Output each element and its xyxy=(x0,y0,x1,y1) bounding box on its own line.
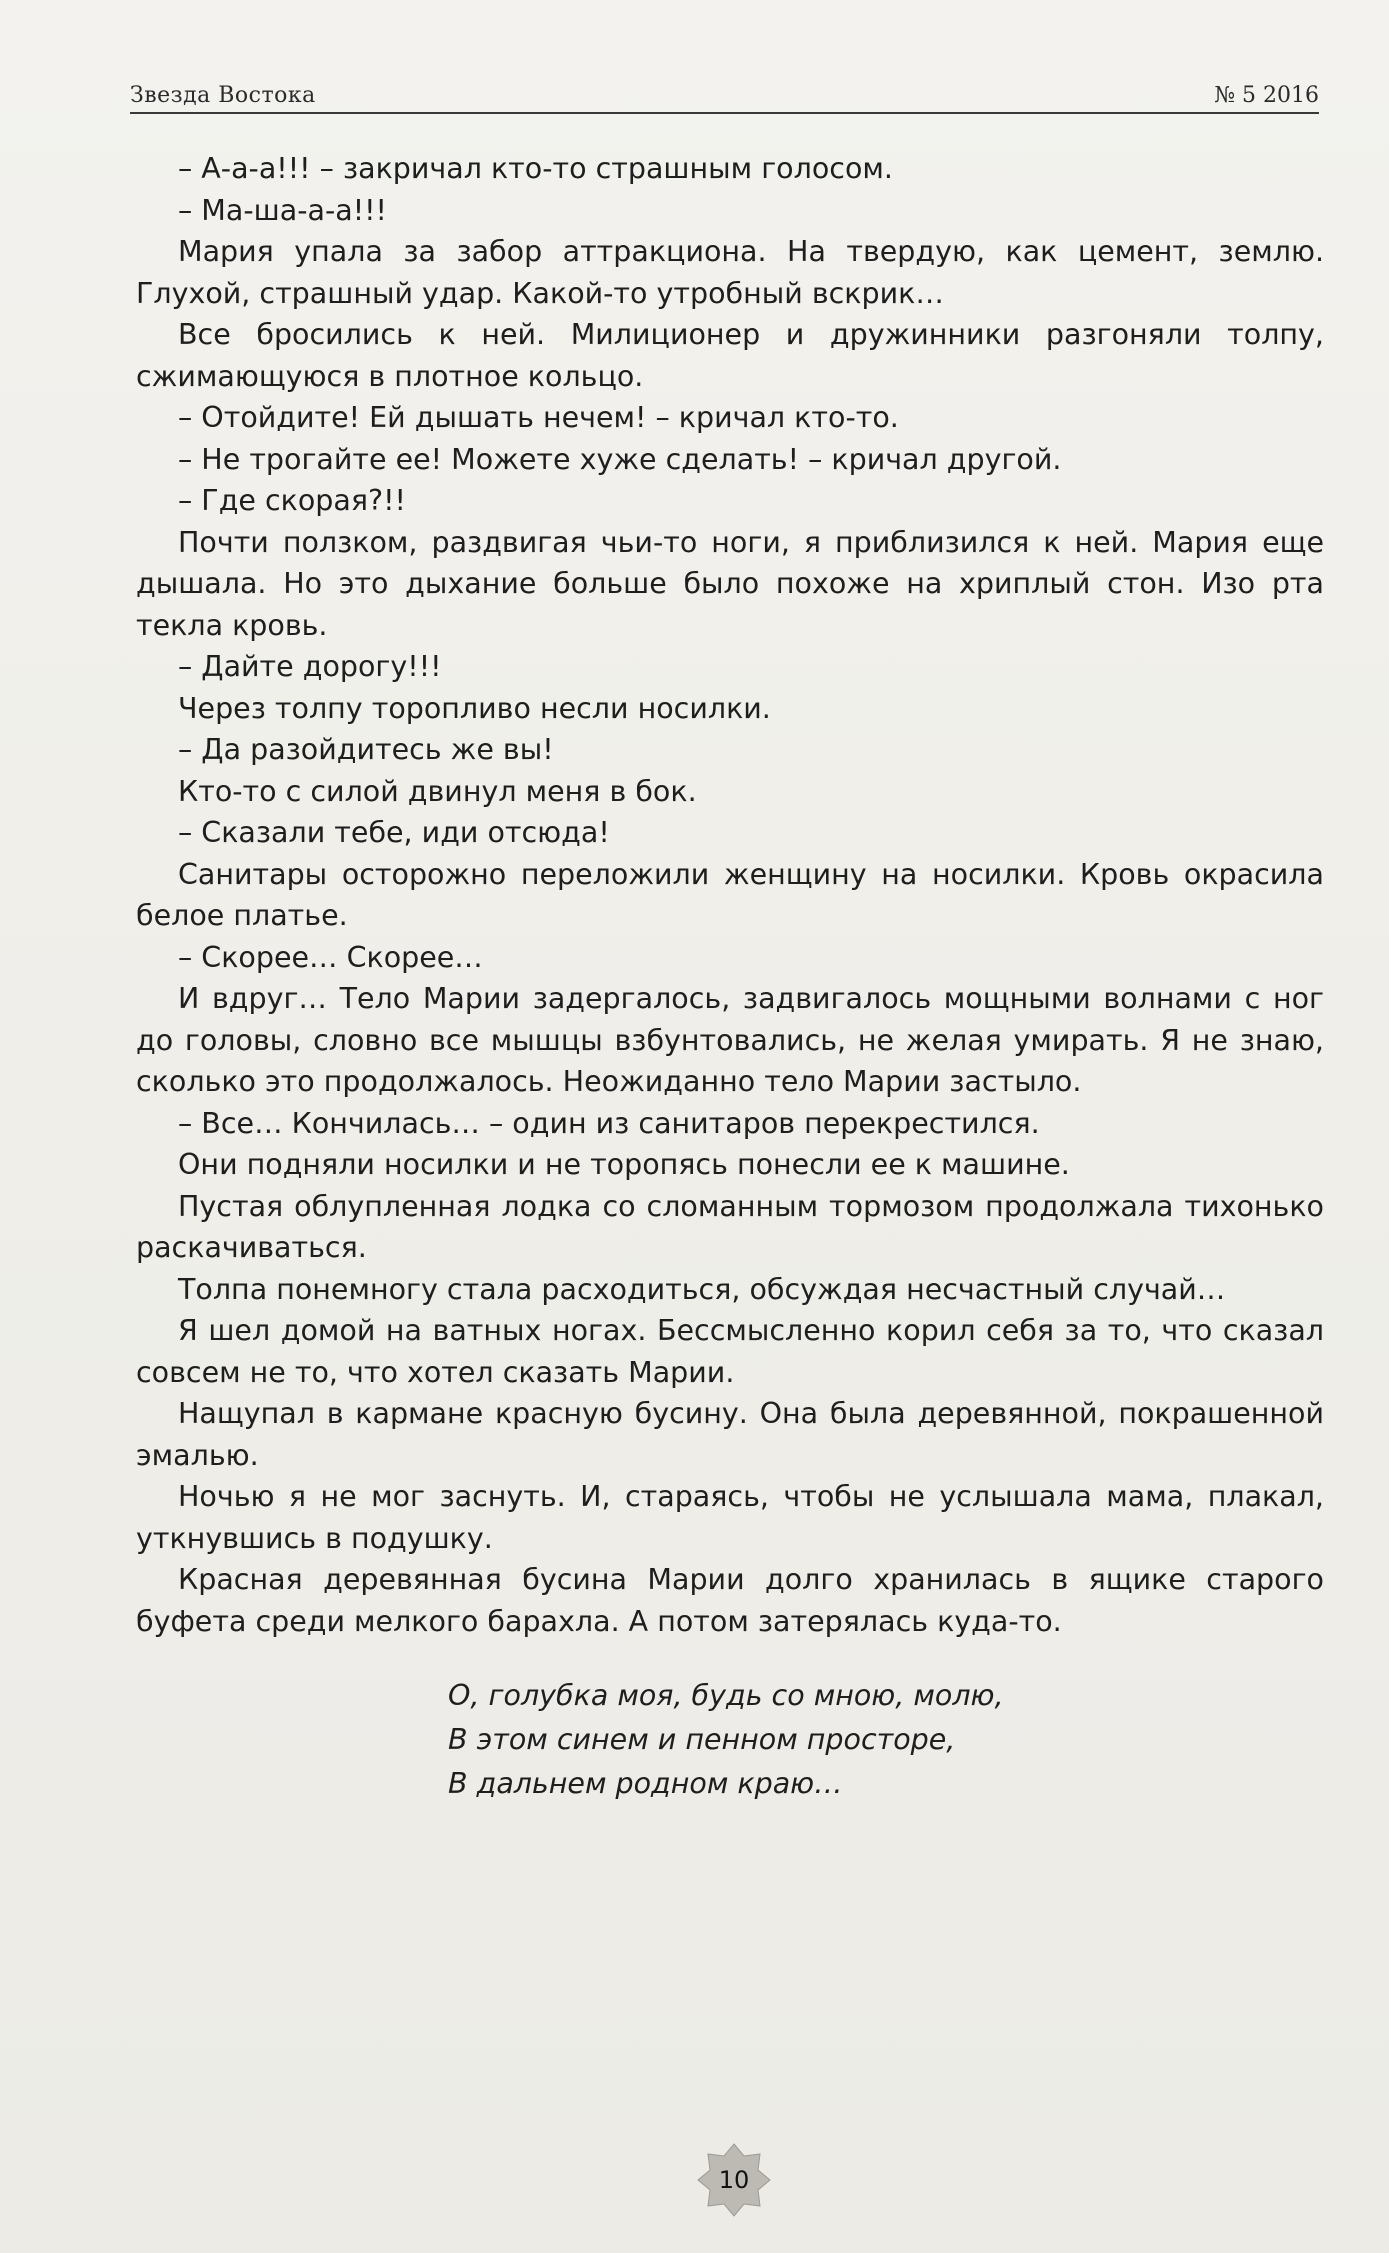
poem-stanza xyxy=(448,1674,1004,1806)
paragraph: Толпа понемногу стала расходиться, обсуждая несчастный случай… xyxy=(178,1272,1226,1306)
paragraph: Ночью я не мог заснуть. И, стараясь, чтобы не услышала мама, плакал, уткнувшись в подушку. xyxy=(136,1480,1324,1555)
poem-line: О, голубка моя, будь со мною, молю, xyxy=(448,1679,1004,1712)
paragraph: Кто-то с силой двинул меня в бок. xyxy=(178,774,697,808)
paragraph: Нащупал в кармане красную бусину. Она была деревянной, покрашенной эмалью. xyxy=(136,1397,1324,1472)
paragraph: Красная деревянная бусина Марии долго хранилась в ящике старого буфета среди мелкого барахла. А потом затерялась куда-то. xyxy=(136,1563,1324,1638)
paragraph: И вдруг… Тело Марии задергалось, задвигалось мощными волнами с ног до головы, словно все мышцы взбунтовались, не желая умирать. Я не знаю, сколько это продолжалось. Неожиданно тело Марии застыло. xyxy=(136,982,1324,1098)
paragraph: – Где скорая?!! xyxy=(178,484,406,517)
paragraph: Почти ползком, раздвигая чьи-то ноги, я приблизился к ней. Мария еще дышала. Но это дыхание больше было похоже на хриплый стон. Изо рта текла кровь. xyxy=(136,525,1324,642)
poem-line: В дальнем родном краю… xyxy=(448,1767,843,1800)
paragraph: – Дайте дорогу!!! xyxy=(178,650,442,683)
poem-line: В этом синем и пенном просторе, xyxy=(448,1723,956,1756)
page-number-badge xyxy=(694,2140,774,2220)
article-body xyxy=(136,148,1324,1642)
journal-title: Звезда Востока xyxy=(130,83,316,108)
paragraph: – Отойдите! Ей дышать нечем! – кричал кто-то. xyxy=(178,401,899,434)
paragraph: – А-а-а!!! – закричал кто-то страшным голосом. xyxy=(178,152,893,185)
paragraph: Санитары осторожно переложили женщину на носилки. Кровь окрасила белое платье. xyxy=(136,857,1324,932)
paragraph: – Ма-ша-а-а!!! xyxy=(178,193,387,227)
paragraph: – Сказали тебе, иди отсюда! xyxy=(178,816,610,849)
page-number: 10 xyxy=(718,2166,750,2194)
paragraph: Через толпу торопливо несли носилки. xyxy=(178,691,771,725)
paragraph: Я шел домой на ватных ногах. Бессмысленно корил себя за то, что сказал совсем не то, что хотел сказать Марии. xyxy=(136,1314,1324,1389)
paragraph: – Да разойдитесь же вы! xyxy=(178,733,554,766)
page-header xyxy=(130,68,1319,114)
paragraph: Они подняли носилки и не торопясь понесли ее к машине. xyxy=(178,1148,1070,1181)
paragraph: – Скорее… Скорее… xyxy=(178,940,483,974)
issue-number: № 5 2016 xyxy=(1214,83,1319,108)
paragraph: Все бросились к ней. Милиционер и дружинники разгоняли толпу, сжимающуюся в плотное кольцо. xyxy=(136,318,1324,393)
paragraph: Пустая облупленная лодка со сломанным тормозом продолжала тихонько раскачиваться. xyxy=(136,1189,1324,1264)
paragraph: Мария упала за забор аттракциона. На твердую, как цемент, землю. Глухой, страшный удар. Какой-то утробный вскрик… xyxy=(136,235,1324,310)
paragraph: – Не трогайте ее! Можете хуже сделать! – кричал другой. xyxy=(178,442,1062,476)
paragraph: – Все… Кончилась… – один из санитаров перекрестился. xyxy=(178,1106,1040,1140)
